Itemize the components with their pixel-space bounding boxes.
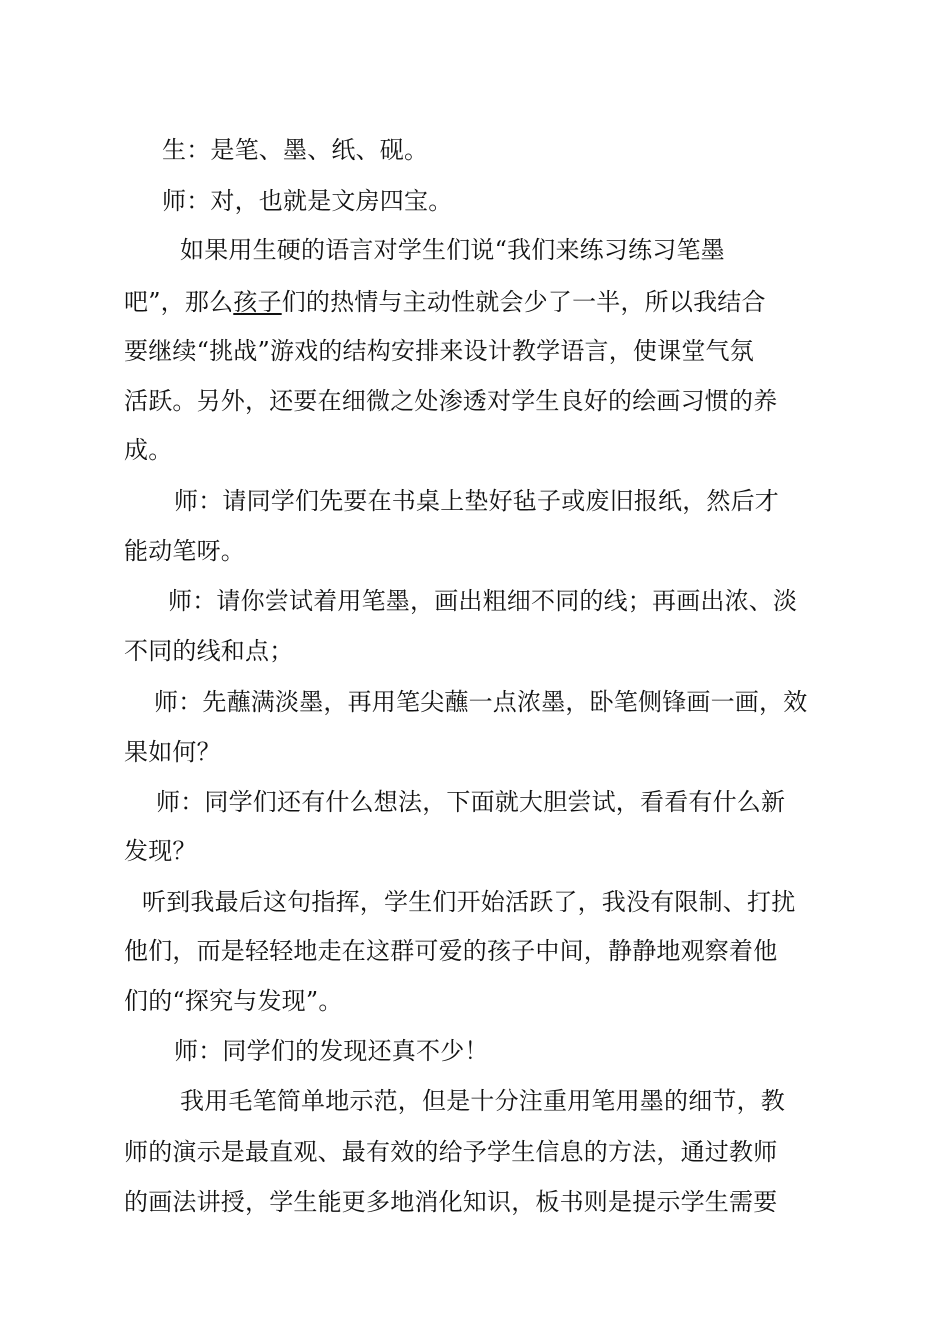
text-line: 发现？	[124, 837, 197, 865]
text-line: 如果用生硬的语言对学生们说“我们来练习练习笔墨	[180, 236, 725, 264]
text-line: 我用毛笔简单地示范，但是十分注重用笔用墨的细节，教	[180, 1087, 785, 1115]
underlined-word: 孩子	[233, 288, 282, 316]
text-line: 生：是笔、墨、纸、砚。	[162, 136, 429, 164]
text-line: 要继续“挑战”游戏的结构安排来设计教学语言，使课堂气氛	[124, 337, 754, 365]
text-line: 能动笔呀。	[124, 537, 245, 565]
text-line: 成。	[124, 436, 173, 464]
text-line: 师：同学们还有什么想法，下面就大胆尝试，看看有什么新	[156, 788, 786, 816]
text-line	[124, 286, 766, 318]
text-line: 们的“探究与发现”。	[124, 987, 343, 1015]
text-line: 师：先蘸满淡墨，再用笔尖蘸一点浓墨，卧笔侧锋画一画，效	[154, 688, 808, 716]
text-line: 的画法讲授，学生能更多地消化知识，板书则是提示学生需要	[124, 1188, 778, 1216]
text-line: 师的演示是最直观、最有效的给予学生信息的方法，通过教师	[124, 1138, 778, 1166]
text-line: 他们，而是轻轻地走在这群可爱的孩子中间，静静地观察着他	[124, 937, 778, 965]
text-line: 听到我最后这句指挥，学生们开始活跃了，我没有限制、打扰	[142, 888, 796, 916]
text-segment: 们的热情与主动性就会少了一半，所以我结合	[281, 288, 766, 316]
text-line: 果如何？	[124, 738, 221, 766]
text-segment: 吧”，那么	[124, 288, 234, 316]
text-line: 师：同学们的发现还真不少！	[174, 1037, 489, 1065]
text-line: 师：对，也就是文房四宝。	[162, 187, 453, 215]
text-line: 师：请你尝试着用笔墨，画出粗细不同的线；再画出浓、淡	[168, 587, 798, 615]
text-line: 不同的线和点；	[124, 637, 294, 665]
text-line: 师：请同学们先要在书桌上垫好毡子或废旧报纸，然后才	[174, 487, 779, 515]
text-line: 活跃。另外，还要在细微之处渗透对学生良好的绘画习惯的养	[124, 387, 778, 415]
